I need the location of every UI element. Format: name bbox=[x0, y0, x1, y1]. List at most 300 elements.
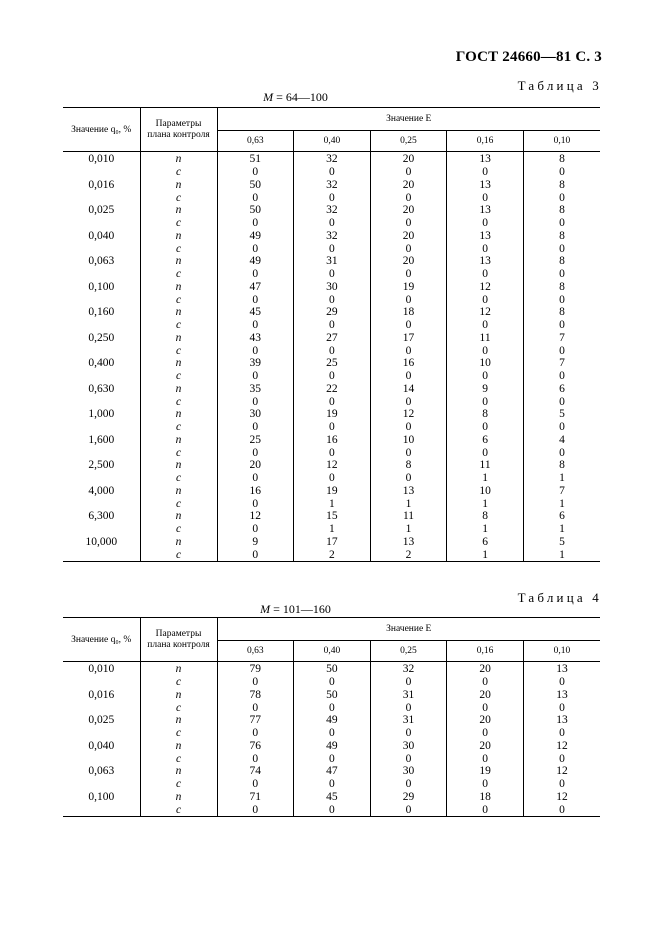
value-cell: 43 bbox=[217, 332, 294, 345]
value-cell: 20 bbox=[447, 689, 524, 702]
value-cell: 0 bbox=[217, 727, 294, 740]
plan-param-cell: n bbox=[140, 306, 217, 319]
value-cell: 0 bbox=[294, 676, 371, 689]
plan-param-cell: c bbox=[140, 344, 217, 357]
table-row bbox=[63, 510, 600, 523]
value-cell: 0 bbox=[447, 676, 524, 689]
e-column-header: 0,25 bbox=[370, 131, 447, 152]
value-cell: 0 bbox=[370, 395, 447, 408]
value-cell: 12 bbox=[447, 281, 524, 294]
value-cell: 0 bbox=[217, 446, 294, 459]
value-cell: 0 bbox=[217, 191, 294, 204]
value-cell: 12 bbox=[370, 408, 447, 421]
value-cell: 8 bbox=[523, 255, 600, 268]
value-cell: 0 bbox=[294, 472, 371, 485]
q0-value-cell: 0,160 bbox=[88, 306, 115, 319]
value-cell: 0 bbox=[523, 268, 600, 281]
value-cell: 0 bbox=[294, 191, 371, 204]
value-cell: 8 bbox=[523, 204, 600, 217]
plan-param-cell: n bbox=[140, 408, 217, 421]
value-cell: 12 bbox=[447, 306, 524, 319]
value-cell: 0 bbox=[294, 370, 371, 383]
value-cell: 19 bbox=[294, 408, 371, 421]
plan-param-cell: c bbox=[140, 395, 217, 408]
value-cell: 0 bbox=[370, 752, 447, 765]
value-cell: 0 bbox=[370, 319, 447, 332]
value-cell: 0 bbox=[217, 217, 294, 230]
value-cell: 71 bbox=[217, 791, 294, 804]
table-row bbox=[63, 332, 600, 345]
value-cell: 8 bbox=[447, 510, 524, 523]
value-cell: 0 bbox=[217, 778, 294, 791]
q0-column-header: Значение q₀, % bbox=[63, 618, 140, 662]
plan-params-line2: плана контроля bbox=[147, 639, 210, 650]
q0-value-cell: 1,600 bbox=[88, 433, 115, 446]
value-cell: 9 bbox=[217, 536, 294, 549]
plan-param-cell: n bbox=[140, 791, 217, 804]
table-row bbox=[63, 548, 600, 561]
table-row bbox=[63, 701, 600, 714]
plan-param-cell: n bbox=[140, 740, 217, 753]
plan-param-cell: c bbox=[140, 217, 217, 230]
table-row bbox=[63, 752, 600, 765]
value-cell: 0 bbox=[370, 344, 447, 357]
table-row bbox=[63, 459, 600, 472]
q0-value-cell: 0,010 bbox=[88, 663, 115, 676]
e-column-header: 0,63 bbox=[217, 641, 294, 662]
value-cell: 0 bbox=[523, 344, 600, 357]
value-cell: 0 bbox=[447, 803, 524, 816]
value-cell: 0 bbox=[294, 752, 371, 765]
table-4-range-label bbox=[0, 602, 661, 617]
value-cell: 1 bbox=[447, 523, 524, 536]
value-cell: 12 bbox=[523, 740, 600, 753]
value-cell: 8 bbox=[523, 152, 600, 166]
table-row bbox=[63, 152, 600, 166]
table-row bbox=[63, 662, 600, 676]
plan-param-cell: c bbox=[140, 191, 217, 204]
range-variable: M bbox=[263, 90, 274, 104]
table-row bbox=[63, 485, 600, 498]
table-row bbox=[63, 344, 600, 357]
value-cell: 0 bbox=[370, 472, 447, 485]
plan-param-cell: c bbox=[140, 319, 217, 332]
value-cell: 31 bbox=[370, 689, 447, 702]
q0-value-cell: 0,100 bbox=[88, 790, 115, 803]
value-cell: 0 bbox=[447, 421, 524, 434]
value-cell: 27 bbox=[294, 332, 371, 345]
plan-param-cell: n bbox=[140, 332, 217, 345]
value-cell: 0 bbox=[447, 727, 524, 740]
value-cell: 0 bbox=[447, 344, 524, 357]
value-cell: 0 bbox=[523, 701, 600, 714]
value-cell: 0 bbox=[523, 166, 600, 179]
plan-param-cell: c bbox=[140, 752, 217, 765]
value-cell: 20 bbox=[447, 662, 524, 676]
value-cell: 32 bbox=[294, 230, 371, 243]
value-cell: 8 bbox=[523, 230, 600, 243]
table-row bbox=[63, 421, 600, 434]
q0-value-cell: 10,000 bbox=[85, 535, 118, 548]
table-row bbox=[63, 383, 600, 396]
table-row bbox=[63, 689, 600, 702]
q0-value-cell: 1,000 bbox=[88, 408, 115, 421]
table-row bbox=[63, 268, 600, 281]
value-cell: 1 bbox=[294, 523, 371, 536]
value-cell: 0 bbox=[447, 370, 524, 383]
plan-param-cell: c bbox=[140, 242, 217, 255]
value-cell: 0 bbox=[294, 727, 371, 740]
value-cell: 8 bbox=[447, 408, 524, 421]
value-cell: 19 bbox=[370, 281, 447, 294]
plan-param-cell: n bbox=[140, 662, 217, 676]
value-cell: 0 bbox=[294, 701, 371, 714]
value-cell: 0 bbox=[294, 421, 371, 434]
value-cell: 0 bbox=[370, 293, 447, 306]
value-cell: 0 bbox=[447, 191, 524, 204]
value-cell: 0 bbox=[370, 778, 447, 791]
value-cell: 14 bbox=[370, 383, 447, 396]
range-value: = 64—100 bbox=[273, 90, 328, 104]
table-row bbox=[63, 242, 600, 255]
table-3-body bbox=[63, 152, 600, 562]
value-cell: 50 bbox=[294, 662, 371, 676]
table-row bbox=[63, 740, 600, 753]
value-cell: 13 bbox=[447, 255, 524, 268]
plan-param-cell: c bbox=[140, 268, 217, 281]
value-cell: 10 bbox=[447, 357, 524, 370]
value-cell: 19 bbox=[447, 765, 524, 778]
plan-param-cell: n bbox=[140, 204, 217, 217]
plan-param-cell: c bbox=[140, 166, 217, 179]
value-cell: 0 bbox=[294, 446, 371, 459]
value-cell: 0 bbox=[294, 778, 371, 791]
value-cell: 25 bbox=[217, 434, 294, 447]
value-cell: 13 bbox=[447, 230, 524, 243]
value-cell: 16 bbox=[217, 485, 294, 498]
table-row bbox=[63, 204, 600, 217]
table-3-caption: Таблица 3 bbox=[517, 78, 602, 93]
value-cell: 35 bbox=[217, 383, 294, 396]
value-cell: 0 bbox=[523, 191, 600, 204]
plan-param-cell: c bbox=[140, 293, 217, 306]
value-cell: 18 bbox=[447, 791, 524, 804]
q0-value-cell bbox=[63, 523, 140, 536]
value-cell: 0 bbox=[523, 242, 600, 255]
table-row bbox=[63, 370, 600, 383]
value-cell: 19 bbox=[294, 485, 371, 498]
value-cell: 7 bbox=[523, 357, 600, 370]
value-cell: 0 bbox=[294, 803, 371, 816]
value-cell: 0 bbox=[523, 395, 600, 408]
table-4-caption: Таблица 4 bbox=[517, 590, 602, 605]
value-cell: 1 bbox=[447, 472, 524, 485]
value-cell: 29 bbox=[294, 306, 371, 319]
plan-param-cell: n bbox=[140, 536, 217, 549]
q0-value-cell bbox=[63, 778, 140, 791]
value-cell: 8 bbox=[523, 459, 600, 472]
table-3-range-label bbox=[0, 90, 661, 105]
value-cell: 0 bbox=[447, 778, 524, 791]
value-cell: 20 bbox=[447, 714, 524, 727]
value-cell: 8 bbox=[523, 306, 600, 319]
table-row bbox=[63, 306, 600, 319]
value-cell: 0 bbox=[294, 217, 371, 230]
value-cell: 0 bbox=[370, 701, 447, 714]
value-cell: 8 bbox=[370, 459, 447, 472]
value-cell: 0 bbox=[447, 217, 524, 230]
table-4-body bbox=[63, 662, 600, 817]
page-header: ГОСТ 24660—81 С. 3 bbox=[455, 49, 602, 65]
value-cell: 20 bbox=[370, 152, 447, 166]
value-cell: 20 bbox=[447, 740, 524, 753]
value-cell: 76 bbox=[217, 740, 294, 753]
value-cell: 25 bbox=[294, 357, 371, 370]
plan-param-cell: n bbox=[140, 714, 217, 727]
plan-param-cell: n bbox=[140, 383, 217, 396]
q0-value-cell bbox=[63, 370, 140, 383]
plan-param-cell: c bbox=[140, 803, 217, 816]
value-cell: 17 bbox=[370, 332, 447, 345]
q0-value-cell bbox=[63, 446, 140, 459]
plan-param-cell: n bbox=[140, 485, 217, 498]
plan-param-cell: c bbox=[140, 548, 217, 561]
value-cell: 79 bbox=[217, 662, 294, 676]
plan-param-cell: c bbox=[140, 370, 217, 383]
value-cell: 0 bbox=[447, 268, 524, 281]
q0-value-cell bbox=[63, 727, 140, 740]
value-cell: 0 bbox=[294, 166, 371, 179]
table-row bbox=[63, 803, 600, 816]
q0-column-header: Значение q₀, % bbox=[63, 108, 140, 152]
q0-value-cell: 2,500 bbox=[88, 459, 115, 472]
value-cell: 45 bbox=[217, 306, 294, 319]
value-cell: 0 bbox=[294, 319, 371, 332]
value-cell: 0 bbox=[370, 191, 447, 204]
q0-value-cell bbox=[63, 497, 140, 510]
value-cell: 0 bbox=[447, 395, 524, 408]
value-cell: 4 bbox=[523, 434, 600, 447]
value-cell: 0 bbox=[523, 319, 600, 332]
value-cell: 16 bbox=[370, 357, 447, 370]
q0-value-cell bbox=[63, 701, 140, 714]
q0-value-cell bbox=[63, 344, 140, 357]
value-cell: 0 bbox=[217, 701, 294, 714]
value-cell: 32 bbox=[294, 152, 371, 166]
q0-value-cell: 0,400 bbox=[88, 357, 115, 370]
q0-value-cell: 0,063 bbox=[88, 255, 115, 268]
value-cell: 0 bbox=[217, 421, 294, 434]
value-cell: 32 bbox=[294, 179, 371, 192]
value-cell: 13 bbox=[523, 714, 600, 727]
value-cell: 0 bbox=[294, 242, 371, 255]
value-cell: 20 bbox=[217, 459, 294, 472]
value-cell: 0 bbox=[217, 166, 294, 179]
value-cell: 10 bbox=[447, 485, 524, 498]
q0-value-cell: 0,010 bbox=[88, 153, 115, 166]
value-cell: 12 bbox=[523, 791, 600, 804]
value-cell: 0 bbox=[447, 446, 524, 459]
value-cell: 0 bbox=[217, 395, 294, 408]
q0-value-cell: 0,040 bbox=[88, 739, 115, 752]
q0-value-cell: 0,250 bbox=[88, 331, 115, 344]
value-cell: 0 bbox=[217, 523, 294, 536]
value-cell: 0 bbox=[370, 727, 447, 740]
value-cell: 0 bbox=[523, 370, 600, 383]
value-cell: 18 bbox=[370, 306, 447, 319]
value-cell: 1 bbox=[447, 548, 524, 561]
value-cell: 50 bbox=[217, 204, 294, 217]
q0-value-cell bbox=[63, 548, 140, 561]
q0-value-cell bbox=[63, 268, 140, 281]
value-cell: 13 bbox=[447, 204, 524, 217]
plan-param-cell: n bbox=[140, 510, 217, 523]
q0-value-cell: 0,063 bbox=[88, 765, 115, 778]
e-column-header: 0,10 bbox=[523, 131, 600, 152]
value-cell: 6 bbox=[447, 536, 524, 549]
table-row bbox=[63, 166, 600, 179]
plan-param-cell: n bbox=[140, 255, 217, 268]
q0-value-cell bbox=[63, 191, 140, 204]
table-row bbox=[63, 408, 600, 421]
value-cell: 20 bbox=[370, 179, 447, 192]
q0-value-cell bbox=[63, 166, 140, 179]
plan-param-cell: n bbox=[140, 230, 217, 243]
q0-value-cell bbox=[63, 676, 140, 689]
plan-param-cell: c bbox=[140, 676, 217, 689]
plan-param-cell: c bbox=[140, 421, 217, 434]
table-row bbox=[63, 778, 600, 791]
value-cell: 32 bbox=[294, 204, 371, 217]
table-row bbox=[63, 714, 600, 727]
value-cell: 74 bbox=[217, 765, 294, 778]
value-cell: 1 bbox=[523, 497, 600, 510]
value-cell: 7 bbox=[523, 332, 600, 345]
table-row bbox=[63, 765, 600, 778]
value-cell: 0 bbox=[217, 803, 294, 816]
q0-value-cell: 0,025 bbox=[88, 204, 115, 217]
value-cell: 0 bbox=[523, 803, 600, 816]
plan-param-cell: n bbox=[140, 689, 217, 702]
q0-value-cell: 0,100 bbox=[88, 280, 115, 293]
value-cell: 0 bbox=[523, 217, 600, 230]
value-cell: 6 bbox=[447, 434, 524, 447]
table-row bbox=[63, 676, 600, 689]
value-cell: 1 bbox=[523, 548, 600, 561]
value-cell: 47 bbox=[217, 281, 294, 294]
value-cell: 0 bbox=[294, 395, 371, 408]
value-cell: 30 bbox=[370, 765, 447, 778]
range-variable: M bbox=[260, 602, 271, 616]
plan-param-cell: n bbox=[140, 179, 217, 192]
value-cell: 20 bbox=[370, 204, 447, 217]
value-cell: 51 bbox=[217, 152, 294, 166]
q0-value-cell: 0,016 bbox=[88, 178, 115, 191]
value-cell: 20 bbox=[370, 255, 447, 268]
value-cell: 1 bbox=[523, 523, 600, 536]
value-cell: 0 bbox=[447, 701, 524, 714]
value-cell: 1 bbox=[523, 472, 600, 485]
value-cell: 13 bbox=[523, 662, 600, 676]
value-cell: 0 bbox=[217, 370, 294, 383]
table-row bbox=[63, 179, 600, 192]
value-cell: 0 bbox=[217, 548, 294, 561]
q0-value-cell bbox=[63, 293, 140, 306]
plan-param-cell: n bbox=[140, 765, 217, 778]
plan-param-cell: n bbox=[140, 434, 217, 447]
value-cell: 0 bbox=[370, 370, 447, 383]
value-cell: 0 bbox=[523, 421, 600, 434]
value-cell: 16 bbox=[294, 434, 371, 447]
value-cell: 49 bbox=[294, 714, 371, 727]
value-cell: 0 bbox=[217, 319, 294, 332]
e-column-header: 0,25 bbox=[370, 641, 447, 662]
value-cell: 47 bbox=[294, 765, 371, 778]
table-row bbox=[63, 434, 600, 447]
value-cell: 0 bbox=[523, 778, 600, 791]
value-cell: 31 bbox=[294, 255, 371, 268]
value-cell: 5 bbox=[523, 408, 600, 421]
table-row bbox=[63, 791, 600, 804]
value-cell: 0 bbox=[217, 344, 294, 357]
table-row bbox=[63, 727, 600, 740]
value-cell: 8 bbox=[523, 281, 600, 294]
table-row bbox=[63, 523, 600, 536]
plan-params-column-header bbox=[140, 618, 217, 662]
value-cell: 49 bbox=[217, 255, 294, 268]
plan-param-cell: n bbox=[140, 281, 217, 294]
value-cell: 0 bbox=[370, 242, 447, 255]
value-cell: 0 bbox=[370, 446, 447, 459]
value-cell: 0 bbox=[523, 446, 600, 459]
value-cell: 5 bbox=[523, 536, 600, 549]
plan-params-column-header bbox=[140, 108, 217, 152]
plan-param-cell: n bbox=[140, 152, 217, 166]
q0-value-cell bbox=[63, 242, 140, 255]
value-cell: 0 bbox=[447, 166, 524, 179]
value-cell: 10 bbox=[370, 434, 447, 447]
value-cell: 17 bbox=[294, 536, 371, 549]
value-cell: 7 bbox=[523, 485, 600, 498]
value-cell: 11 bbox=[447, 459, 524, 472]
value-cell: 78 bbox=[217, 689, 294, 702]
value-cell: 45 bbox=[294, 791, 371, 804]
e-column-header: 0,16 bbox=[447, 131, 524, 152]
value-cell: 0 bbox=[370, 421, 447, 434]
value-cell: 0 bbox=[447, 293, 524, 306]
e-group-header: Значение E bbox=[217, 108, 600, 131]
e-column-header: 0,40 bbox=[294, 131, 371, 152]
value-cell: 0 bbox=[447, 319, 524, 332]
value-cell: 0 bbox=[370, 268, 447, 281]
value-cell: 0 bbox=[217, 268, 294, 281]
q0-value-cell bbox=[63, 395, 140, 408]
e-column-header: 0,10 bbox=[523, 641, 600, 662]
value-cell: 32 bbox=[370, 662, 447, 676]
plan-param-cell: n bbox=[140, 357, 217, 370]
plan-param-cell: c bbox=[140, 497, 217, 510]
value-cell: 50 bbox=[217, 179, 294, 192]
value-cell: 30 bbox=[370, 740, 447, 753]
table-row bbox=[63, 395, 600, 408]
q0-value-cell: 4,000 bbox=[88, 484, 115, 497]
table-row bbox=[63, 255, 600, 268]
value-cell: 12 bbox=[294, 459, 371, 472]
table-row bbox=[63, 472, 600, 485]
value-cell: 0 bbox=[370, 676, 447, 689]
q0-value-cell: 0,630 bbox=[88, 382, 115, 395]
q0-value-cell bbox=[63, 803, 140, 816]
